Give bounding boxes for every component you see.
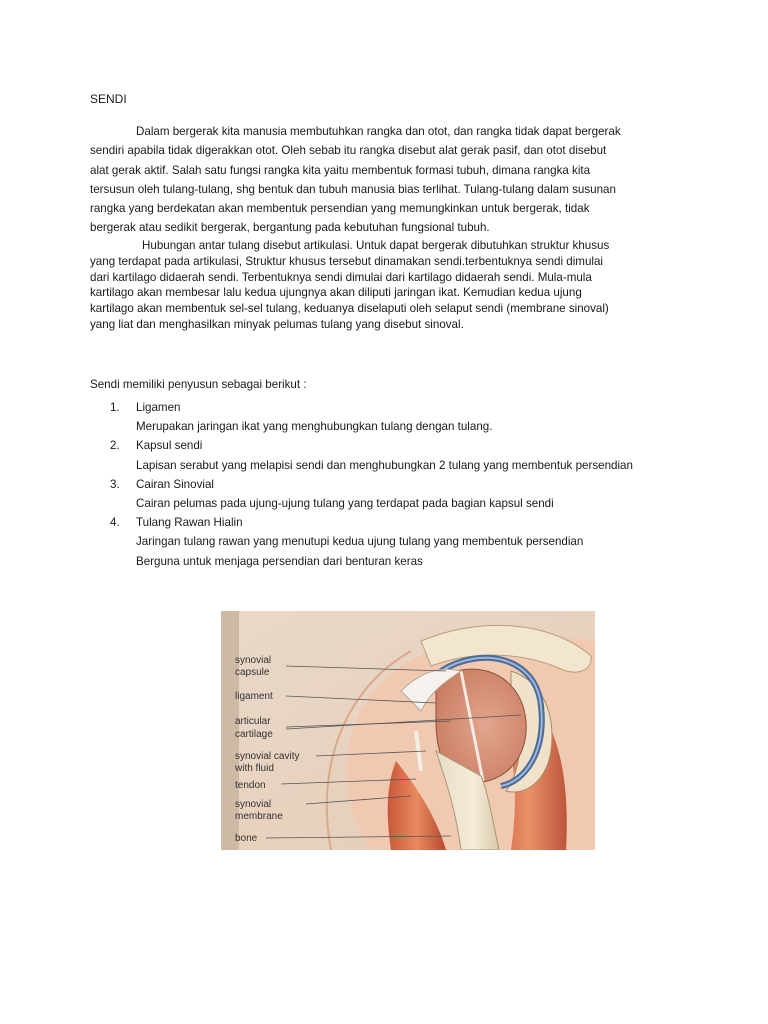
paragraph-line: sendiri apabila tidak digerakkan otot. Oleh sebab itu rangka disebut alat gerak pasif, dan otot disebut bbox=[90, 144, 607, 158]
list-number: 4. bbox=[110, 516, 120, 530]
synovial-joint-figure bbox=[221, 611, 595, 850]
paragraph-line: bergerak atau sedikit bergerak, bergantung pada kebutuhan fungsional tubuh. bbox=[90, 221, 490, 235]
joint-illustration bbox=[221, 611, 595, 850]
paragraph-2 bbox=[90, 238, 670, 333]
item-name: Cairan Sinovial bbox=[136, 477, 214, 491]
paragraph-1 bbox=[90, 122, 670, 238]
figure-label: tendon bbox=[235, 780, 266, 791]
figure-label: synovial bbox=[235, 799, 272, 810]
item-name: Kapsul sendi bbox=[136, 439, 203, 453]
figure-label: articular bbox=[235, 716, 271, 727]
paragraph-line: kartilago akan membesar lalu kedua ujungnya akan diliputi jaringan ikat. Kemudian kedua ujung bbox=[90, 286, 582, 300]
paragraph-line: rangka yang berdekatan akan membentuk persendian yang memungkinkan untuk bergerak, tidak bbox=[90, 202, 590, 216]
paragraph-line: alat gerak aktif. Salah satu fungsi rangka kita yaitu membentuk formasi tubuh, dimana rangka kita bbox=[90, 163, 591, 177]
list-number: 1. bbox=[110, 401, 120, 414]
figure-label: capsule bbox=[235, 667, 270, 678]
item-description: Berguna untuk menjaga persendian dari benturan keras bbox=[136, 554, 423, 568]
figure-label: with fluid bbox=[235, 763, 274, 774]
list-number: 3. bbox=[110, 477, 120, 491]
list-item bbox=[110, 475, 633, 513]
paragraph-line: Dalam bergerak kita manusia membutuhkan rangka dan otot, dan rangka tidak dapat bergerak bbox=[136, 125, 621, 138]
paragraph-line: dari kartilago didaerah sendi. Terbentuknya sendi dimulai dari kartilago didaerah sendi. Mula-mula bbox=[90, 270, 592, 284]
figure-label: synovial bbox=[235, 655, 272, 666]
figure-label: membrane bbox=[235, 811, 283, 822]
paragraph-line: yang terdapat pada artikulasi, Struktur khusus tersebut dinamakan sendi.terbentuknya sendi dimulai bbox=[90, 254, 604, 268]
paragraph-line: Hubungan antar tulang disebut artikulasi. Untuk dapat bergerak dibutuhkan struktur khusus bbox=[142, 239, 610, 252]
figure-label: synovial cavity bbox=[235, 751, 300, 762]
item-description: Cairan pelumas pada ujung-ujung tulang yang terdapat pada bagian kapsul sendi bbox=[136, 497, 554, 511]
paragraph-line: yang liat dan menghasilkan minyak pelumas tulang yang disebut sinoval. bbox=[90, 317, 464, 331]
figure-label: bone bbox=[235, 833, 258, 844]
item-description: Merupakan jaringan ikat yang menghubungkan tulang dengan tulang. bbox=[136, 420, 493, 434]
figure-label: ligament bbox=[235, 691, 273, 702]
list-item bbox=[110, 436, 633, 474]
paragraph-line: kartilago akan membentuk sel-sel tulang, keduanya diselaputi oleh selaput sendi (membrane sinoval) bbox=[90, 302, 609, 316]
component-list bbox=[110, 398, 633, 571]
document-title: SENDI bbox=[90, 92, 127, 106]
list-number: 2. bbox=[110, 439, 120, 453]
list-item bbox=[110, 398, 633, 436]
item-description: Jaringan tulang rawan yang menutupi kedua ujung tulang yang membentuk persendian bbox=[136, 535, 584, 549]
list-item bbox=[110, 513, 633, 571]
item-name: Ligamen bbox=[136, 401, 181, 414]
item-description: Lapisan serabut yang melapisi sendi dan menghubungkan 2 tulang yang membentuk persendian bbox=[136, 458, 633, 472]
item-name: Tulang Rawan Hialin bbox=[136, 516, 243, 530]
figure-label: cartilage bbox=[235, 729, 273, 740]
list-intro: Sendi memiliki penyusun sebagai berikut : bbox=[90, 378, 307, 391]
paragraph-line: tersusun oleh tulang-tulang, shg bentuk dan tubuh manusia bias terlihat. Tulang-tulang dalam susunan bbox=[90, 182, 616, 196]
